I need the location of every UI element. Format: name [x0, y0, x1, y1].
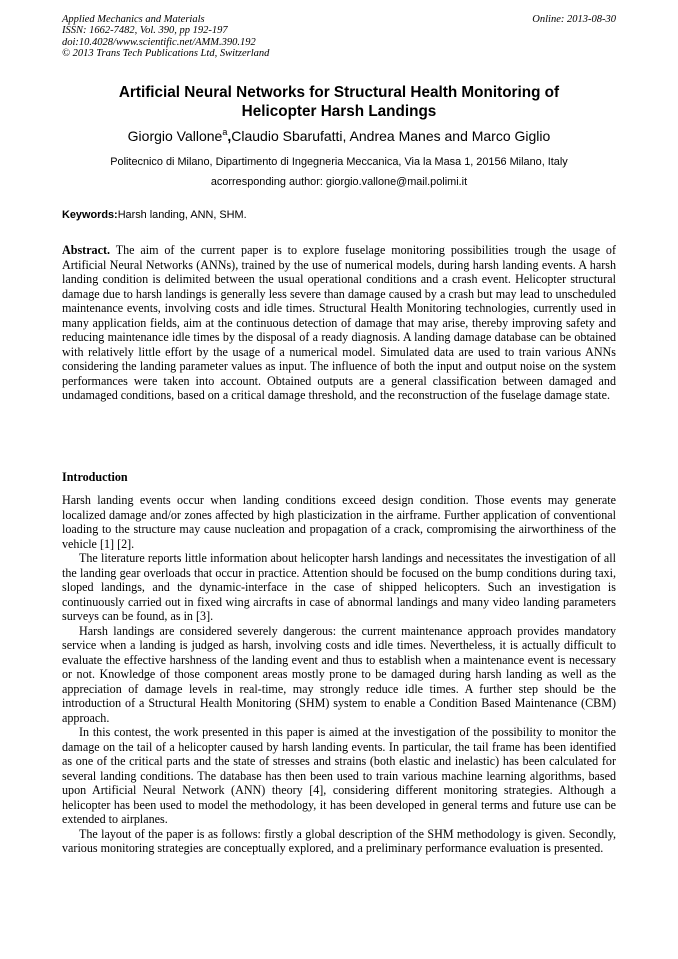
affiliation-block — [62, 152, 616, 192]
author-affiliation-mark: a — [222, 127, 228, 137]
doi-line: doi:10.4028/www.scientific.net/AMM.390.192 — [62, 36, 256, 48]
title-line-2: Helicopter Harsh Landings — [241, 103, 437, 120]
introduction-heading: Introduction — [62, 470, 128, 484]
keywords-label: Keywords: — [62, 209, 118, 221]
title-line-1: Artificial Neural Networks for Structural Health Monitoring of — [118, 84, 560, 101]
keywords-text: Harsh landing, ANN, SHM. — [117, 209, 247, 221]
corresponding-author: acorresponding author: giorgio.vallone@mail.polimi.it — [210, 176, 468, 188]
keywords-line — [62, 208, 616, 222]
intro-paragraph: The layout of the paper is as follows: firstly a global description of the SHM methodology is given. Secondly, various monitoring strategies are conceptually explored, and a preliminary performance evaluation is presented. — [62, 826, 616, 855]
abstract-block — [62, 243, 616, 403]
intro-paragraph: Harsh landing events occur when landing conditions exceed design condition. Those events may generate localized damage and/or zones affected by high plasticization in the airframe. Further application of conventional loading to the structure may cause nucleation and propagation of a crack, compromising the airworthiness of the vehicle [1] [2]. — [62, 493, 616, 551]
other-authors: Claudio Sbarufatti, Andrea Manes and Marco Giglio — [231, 128, 551, 144]
journal-name: Applied Mechanics and Materials — [62, 14, 205, 25]
institution-address: Politecnico di Milano, Dipartimento di Ingegneria Meccanica, Via la Masa 1, 20156 Milano, Italy — [110, 156, 568, 168]
intro-paragraph: Harsh landings are considered severely dangerous: the current maintenance approach provides mandatory service when a landing is judged as harsh, involving costs and idle times. Nevertheless, it is actually difficult to evaluate the effective harshness of the landing event and thus to establish when a maintenance event is necessary or not. Knowledge of those component areas mostly prone to be damaged during harsh landing as well as the appreciation of damage levels in real-time, may strongly reduce idle times. A further step should be the introduction of a Structural Health Monitoring (SHM) system to enable a Condition Based Maintenance (CBM) approach. — [62, 623, 616, 725]
journal-header — [62, 14, 616, 59]
abstract-text: The aim of the current paper is to explore fuselage monitoring possibilities trough the usage of Artificial Neural Networks (ANNs), trained by the use of numerical models, during harsh landing events. A harsh landing condition is delimited between the usual operational conditions and a crash event. Helicopter structural damage due to harsh landings is generally less severe than damage caused by a crash but may lead to unscheduled maintenance events, involving costs and idle times. Structural Health Monitoring technologies, currently used in many application fields, aim at the continuous detection of damage that may arise, thereby improving safety and reducing maintenance idle times by the disposal of a ready diagnosis. A landing damage database can be obtained with relatively little effort by the usage of a numerical model. Simulated data are used to train various ANNs considering the landing parameter values as input. The influence of both the input and output noise on the system performances were taken into account. Obtained outputs are a general classification between damaged and undamaged conditions, based on a critical damage threshold, and the reconstruction of the fuselage damage state. — [62, 243, 617, 402]
introduction-body — [62, 493, 616, 856]
author-list — [62, 127, 616, 145]
intro-paragraph: The literature reports little information about helicopter harsh landings and necessitates the investigation of all the landing gear overloads that occur in practice. Attention should be focused on the bump conditions during taxi, sloped landings, and the dynamic-interface in the case of shipped helicopters. Such an investigation is continuously carried out in fixed wing aircrafts in case of abnormal landings and many video landing parameters surveys can be found, as in [3]. — [62, 551, 616, 623]
first-author: Giorgio Vallone — [127, 128, 223, 144]
issn-line: ISSN: 1662-7482, Vol. 390, pp 192-197 — [62, 25, 228, 37]
author-separator: , — [227, 128, 232, 144]
paper-title — [62, 83, 616, 121]
copyright-line: © 2013 Trans Tech Publications Ltd, Switzerland — [62, 47, 270, 59]
online-date: Online: 2013-08-30 — [532, 14, 616, 25]
abstract-label: Abstract. — [62, 243, 111, 257]
intro-paragraph: In this contest, the work presented in this paper is aimed at the investigation of the possibility to monitor the damage on the tail of a helicopter caused by harsh landing events. In particular, the tail frame has been identified as one of the critical parts and the state of stresses and strains (both elastic and inelastic) has been calculated for several landing conditions. The database has then been used to train various machine learning algorithms, based upon Artificial Neural Network (ANN) theory [4], considering different monitoring strategies. Although a helicopter has been used to model the methodology, it has been developed in general terms and future use can be extended to airplanes. — [62, 725, 616, 826]
